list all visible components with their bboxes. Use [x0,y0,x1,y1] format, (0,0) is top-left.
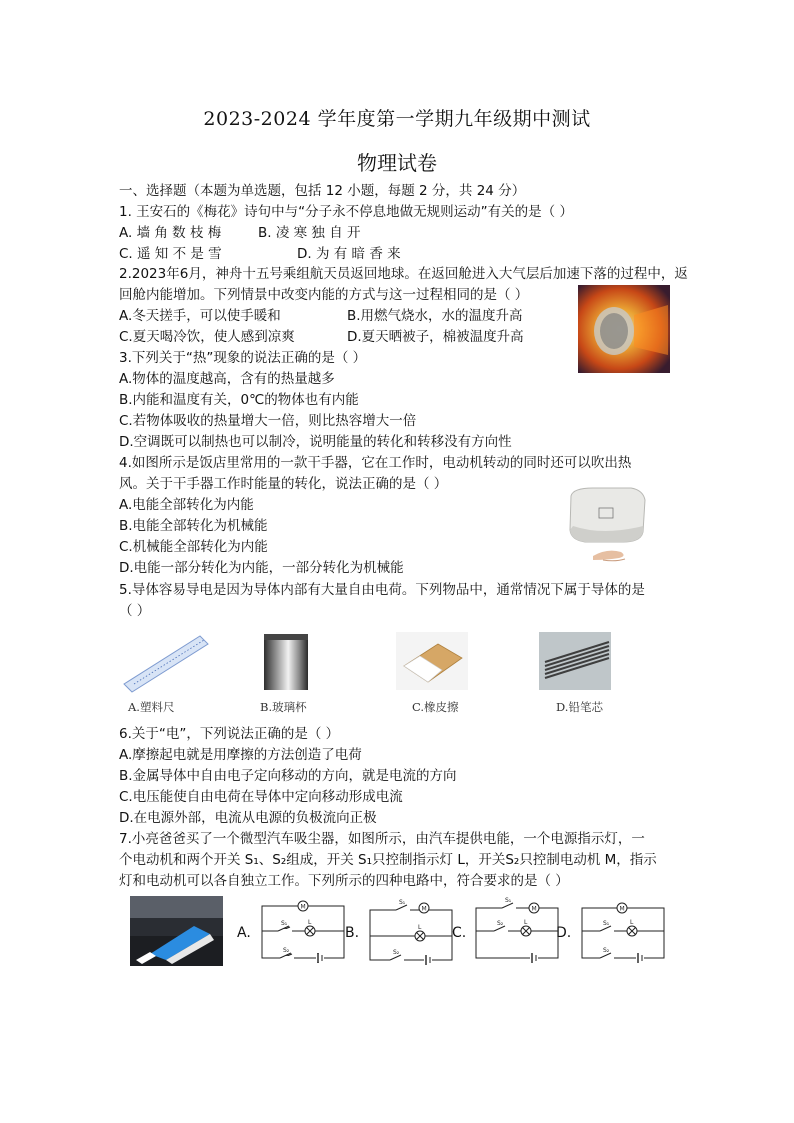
q6-option-a: A.摩擦起电就是用摩擦的方法创造了电荷 [119,747,362,763]
svg-text:S₂: S₂ [497,920,504,927]
svg-text:L: L [524,919,528,926]
car-vacuum-image [130,896,223,966]
q1-stem: 1. 王安石的《梅花》诗句中与“分子永不停息地做无规则运动”有关的是（ ） [119,204,573,220]
svg-text:S₁: S₁ [399,899,406,906]
q4-stem-line1: 4.如图所示是饭店里常用的一款干手器，它在工作时，电动机转动的同时还可以吹出热 [119,455,632,471]
q1-option-b: B. 凌 寒 独 自 开 [258,225,361,241]
svg-text:M: M [531,905,537,913]
q2-option-a: A.冬天搓手，可以使手暖和 [119,308,281,324]
q5-stem-line2: （ ） [119,603,151,619]
section-heading: 一、选择题（本题为单选题，包括 12 小题，每题 2 分，共 24 分） [119,183,526,199]
svg-text:L: L [418,924,422,931]
caption-glass-cup: B.玻璃杯 [260,700,307,714]
svg-text:L: L [630,919,634,926]
q3-option-c: C.若物体吸收的热量增大一倍，则比热容增大一倍 [119,413,417,429]
q6-option-d: D.在电源外部，电流从电源的负极流向正极 [119,810,377,826]
q2-stem-line1: 2.2023年6月，神舟十五号乘组航天员返回地球。在返回舱进入大气层后加速下落的过程中，返 [119,266,688,282]
svg-text:S₁: S₁ [281,920,288,927]
q4-option-c: C.机械能全部转化为内能 [119,539,268,555]
plastic-ruler-image [120,628,210,696]
q4-option-b: B.电能全部转化为机械能 [119,518,268,534]
q4-option-a: A.电能全部转化为内能 [119,497,254,513]
svg-text:M: M [619,905,625,913]
q2-option-c: C.夏天喝冷饮，使人感到凉爽 [119,329,295,345]
q2-option-b: B.用燃气烧水，水的温度升高 [347,308,523,324]
q6-option-c: C.电压能使自由电荷在导体中定向移动形成电流 [119,789,403,805]
q4-stem-line2: 风。关于干手器工作时能量的转化，说法正确的是（ ） [119,476,448,492]
hand-dryer-image [563,486,649,566]
eraser-image [396,632,468,690]
svg-text:M: M [421,905,427,913]
q3-option-d: D.空调既可以制热也可以制冷，说明能量的转化和转移没有方向性 [119,434,512,450]
q7-stem-line1: 7.小亮爸爸买了一个微型汽车吸尘器，如图所示，由汽车提供电能，一个电源指示灯，一 [119,831,645,847]
circuit-b-diagram [366,896,456,966]
reentry-capsule-image [578,285,670,373]
q7-label-a: A. [237,925,251,941]
q3-option-a: A.物体的温度越高，含有的热量越多 [119,371,335,387]
circuit-d-diagram [578,896,668,966]
svg-text:S₁: S₁ [603,920,610,927]
caption-eraser: C.橡皮擦 [412,700,459,714]
svg-text:S₂: S₂ [393,949,400,956]
q1-option-a: A. 墙 角 数 枝 梅 [119,225,222,241]
q1-option-c: C. 遥 知 不 是 雪 [119,246,222,262]
q5-stem-line1: 5.导体容易导电是因为导体内部有大量自由电荷。下列物品中，通常情况下属于导体的是 [119,582,645,598]
q7-label-b: B. [345,925,360,941]
svg-text:S₁: S₁ [505,897,512,904]
q7-stem-line3: 灯和电动机可以各自独立工作。下列所示的四种电路中，符合要求的是（ ） [119,873,569,889]
exam-title: 2023-2024 学年度第一学期九年级期中测试 [203,108,591,130]
q7-label-d: D. [556,925,572,941]
pencil-lead-image [539,632,611,690]
q6-option-b: B.金属导体中自由电子定向移动的方向，就是电流的方向 [119,768,457,784]
svg-text:M: M [300,903,306,911]
exam-subtitle: 物理试卷 [357,151,437,175]
q2-stem-line2: 回舱内能增加。下列情景中改变内能的方式与这一过程相同的是（ ） [119,287,529,303]
q6-stem: 6.关于“电”，下列说法正确的是（ ） [119,726,340,742]
svg-text:S₂: S₂ [283,947,290,954]
q7-label-c: C. [452,925,467,941]
svg-text:S₂: S₂ [603,947,610,954]
q2-option-d: D.夏天晒被子，棉被温度升高 [347,329,524,345]
q3-stem: 3.下列关于“热”现象的说法正确的是（ ） [119,350,367,366]
q7-stem-line2: 个电动机和两个开关 S₁、S₂组成，开关 S₁只控制指示灯 L，开关S₂只控制电动机 M，指示 [119,852,657,868]
q3-option-b: B.内能和温度有关，0℃的物体也有内能 [119,392,359,408]
q1-option-d: D. 为 有 暗 香 来 [297,246,401,262]
circuit-c-diagram [472,896,562,966]
caption-pencil-lead: D.铅笔芯 [556,700,603,714]
q4-option-d: D.电能一部分转化为内能，一部分转化为机械能 [119,560,404,576]
circuit-a-diagram [258,896,348,966]
glass-cup-image [258,630,314,694]
svg-text:L: L [308,919,312,926]
caption-plastic-ruler: A.塑料尺 [128,700,175,714]
